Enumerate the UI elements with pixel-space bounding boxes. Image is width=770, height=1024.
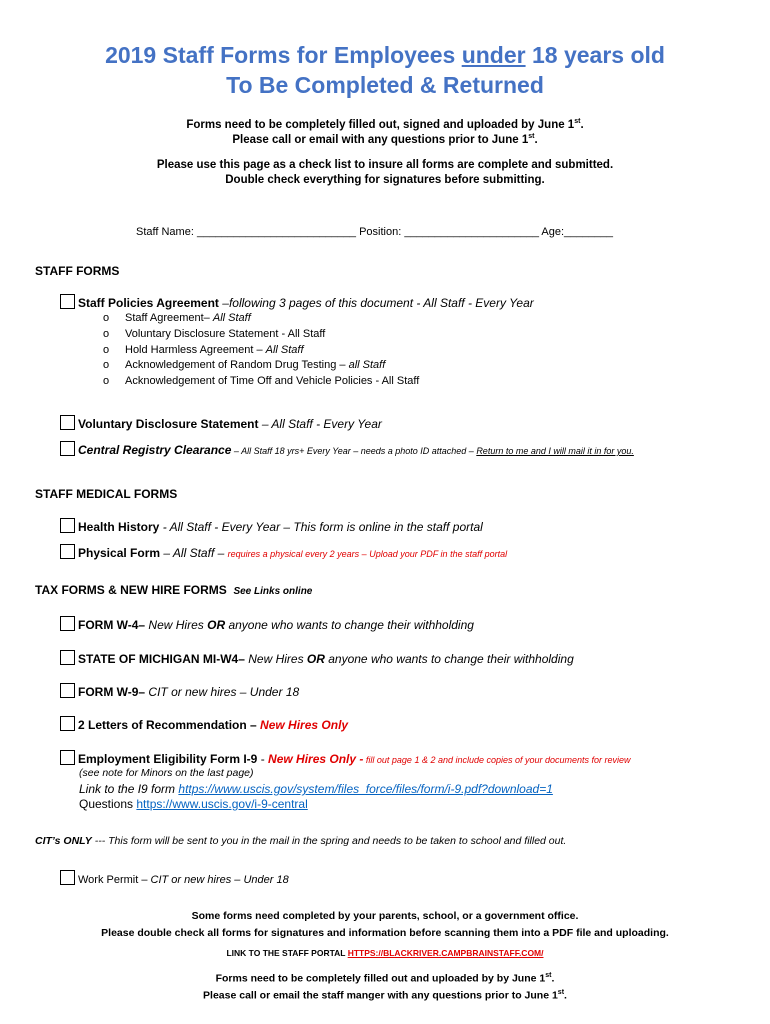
checkbox[interactable]	[60, 544, 75, 559]
position-field[interactable]: ______________________	[404, 226, 539, 238]
checkbox[interactable]	[60, 616, 75, 631]
checkbox[interactable]	[60, 518, 75, 533]
minors-note: (see note for Minors on the last page)	[79, 767, 254, 779]
checkbox[interactable]	[60, 870, 75, 885]
title-underlined-word: under	[461, 42, 526, 68]
staff-info-fields	[136, 226, 613, 238]
title-line-1: 2019 Staff Forms for Employees under 18 years old	[105, 42, 665, 68]
staff-forms-heading: STAFF FORMS	[35, 264, 120, 278]
footer-line-3: Forms need to be completely filled out and uploaded by by June 1st.	[215, 972, 555, 985]
w9-item: FORM W-9– CIT or new hires – Under 18	[60, 683, 299, 699]
i9-form-link[interactable]: https://www.uscis.gov/system/files_force/files/form/i-9.pdf?download=1	[178, 782, 553, 796]
i9-item: Employment Eligibility Form I-9 - New Hires Only - fill out page 1 & 2 and include copies of your documents for review	[60, 750, 631, 766]
voluntary-disclosure-item: Voluntary Disclosure Statement – All Staff - Every Year	[60, 415, 382, 431]
staff-policies-item: Staff Policies Agreement –following 3 pages of this document - All Staff - Every Year	[60, 294, 534, 310]
checkbox[interactable]	[60, 294, 75, 309]
intro-line-3: Please use this page as a check list to insure all forms are complete and submitted.	[156, 159, 614, 171]
subitem: o Hold Harmless Agreement – All Staff	[103, 344, 304, 356]
checkbox[interactable]	[60, 415, 75, 430]
checkbox[interactable]	[60, 650, 75, 665]
staff-name-field[interactable]: __________________________	[196, 226, 357, 238]
medical-forms-heading: STAFF MEDICAL FORMS	[35, 487, 178, 501]
age-label: Age:	[541, 226, 565, 238]
intro-line-2: Please call or email with any questions prior to June 1st.	[232, 133, 538, 146]
checkbox[interactable]	[60, 716, 75, 731]
return-note-link[interactable]: Return to me and I will mail it in for you.	[476, 446, 634, 456]
subitem: o Acknowledgement of Time Off and Vehicle Policies - All Staff	[103, 375, 420, 387]
footer-line-1: Some forms need completed by your parents, school, or a government office.	[191, 910, 579, 922]
staff-name-label: Staff Name:	[136, 226, 194, 238]
mi-w4-item: STATE OF MICHIGAN MI-W4– New Hires OR anyone who wants to change their withholding	[60, 650, 574, 666]
subitem: o Acknowledgement of Random Drug Testing – all Staff	[103, 359, 386, 371]
age-field[interactable]: ________	[564, 226, 613, 238]
footer-line-4: Please call or email the staff manger with any questions prior to June 1st.	[203, 989, 567, 1002]
central-registry-item: Central Registry Clearance – All Staff 18 yrs+ Every Year – needs a photo ID attached – Return to me and I will mail it in for you.	[60, 441, 634, 457]
footer-line-2: Please double check all forms for signatures and information before scanning them into a PDF file and uploading.	[101, 927, 669, 939]
intro-line-1: Forms need to be completely filled out, signed and uploaded by June 1st.	[186, 118, 584, 131]
page-title	[0, 40, 770, 100]
title-line-2: To Be Completed & Returned	[226, 72, 544, 98]
checkbox[interactable]	[60, 683, 75, 698]
checkbox[interactable]	[60, 750, 75, 765]
health-history-item: Health History - All Staff - Every Year – This form is online in the staff portal	[60, 518, 483, 534]
i9-central-link[interactable]: https://www.uscis.gov/i-9-central	[136, 797, 308, 811]
intro-line-4: Double check everything for signatures before submitting.	[225, 174, 545, 186]
physical-form-item: Physical Form – All Staff – requires a physical every 2 years – Upload your PDF in the staff portal	[60, 544, 507, 560]
position-label: Position:	[359, 226, 402, 238]
portal-line: LINK TO THE STAFF PORTAL HTTPS://BLACKRIVER.CAMPBRAINSTAFF.COM/	[226, 948, 544, 958]
subitem: o Voluntary Disclosure Statement - All Staff	[103, 328, 326, 340]
subitem: o Staff Agreement– All Staff	[103, 312, 251, 324]
letters-item: 2 Letters of Recommendation – New Hires Only	[60, 716, 348, 732]
questions-line: Questions https://www.uscis.gov/i-9-central	[79, 797, 308, 811]
cit-note: CIT’s ONLY --- This form will be sent to you in the mail in the spring and needs to be taken to school and filled out.	[35, 835, 567, 847]
tax-forms-heading: TAX FORMS & NEW HIRE FORMS See Links online	[35, 583, 313, 597]
checkbox[interactable]	[60, 441, 75, 456]
staff-portal-link[interactable]: HTTPS://BLACKRIVER.CAMPBRAINSTAFF.COM/	[347, 948, 544, 958]
i9-link-line: Link to the I9 form https://www.uscis.gov/system/files_force/files/form/i-9.pdf?download=1	[79, 782, 553, 796]
work-permit-item: Work Permit – CIT or new hires – Under 18	[60, 870, 289, 886]
w4-item: FORM W-4– New Hires OR anyone who wants to change their withholding	[60, 616, 474, 632]
